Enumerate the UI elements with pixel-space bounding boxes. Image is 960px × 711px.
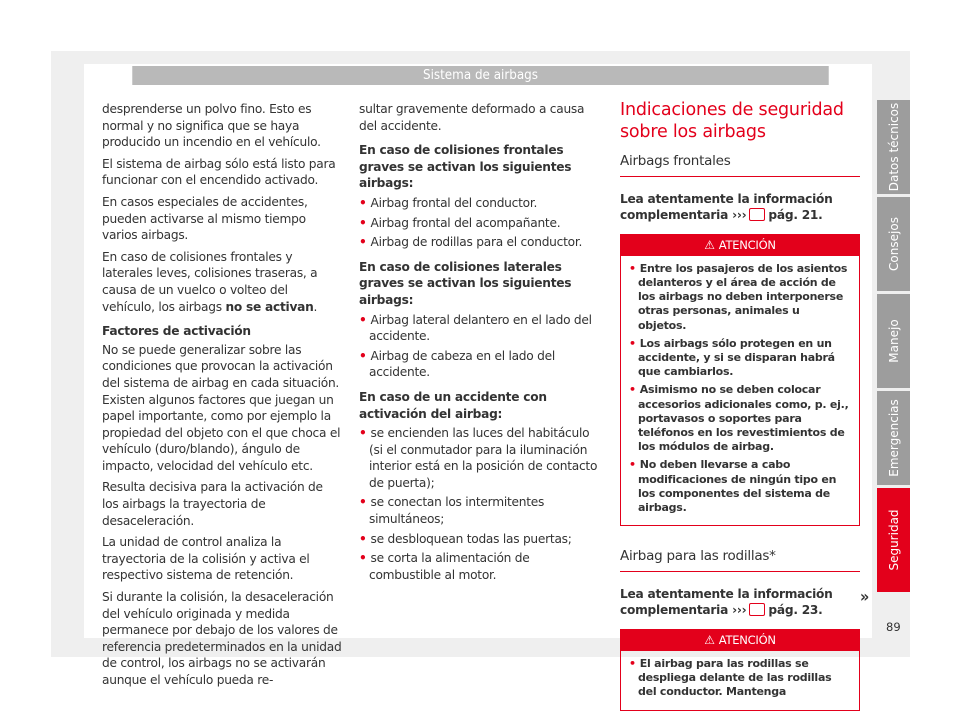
warning-box [620, 629, 860, 711]
tab-datos-tecnicos[interactable] [877, 100, 910, 194]
tab-label: Emergencias [886, 399, 901, 477]
paragraph: El sistema de airbag sólo está listo para funcionar con el encendido activado. [102, 156, 336, 188]
tab-label: Seguridad [886, 509, 901, 571]
section-header: Sistema de airbags [132, 66, 828, 85]
paragraph: En casos especiales de accidentes, pueden activarse al mismo tiempo varios airbags. [102, 194, 308, 243]
warning-item: • No deben llevarse a cabo modificaciones de ningún tipo en los componentes del sistema de airbags. [629, 458, 851, 515]
subheading: En caso de colisiones frontales graves se activan los siguientes airbags: [359, 143, 572, 191]
warning-header [621, 630, 859, 651]
paragraph: No se puede generalizar sobre las condiciones que provocan la activación del sistema de airbag en cada situación. Existen algunos factores que juegan un papel importante, como por ejemplo la propiedad del objeto con el que choca el vehículo (duro/blando), ángulo de impacto, velocidad del vehículo etc. [102, 342, 341, 473]
paragraph: Si durante la colisión, la desaceleración del vehículo originada y medida permanece por debajo de los valores de referencia predeterminados en la unidad de control, los airbags no se activarán aunque el vehículo pueda re- [102, 590, 342, 687]
warning-triangle-icon: ⚠ [704, 633, 715, 648]
list-item: • Airbag de rodillas para el conductor. [359, 234, 599, 251]
warning-item: • El airbag para las rodillas se despliega delante de las rodillas del conductor. Mantenga [629, 657, 851, 700]
text: Lea atentamente la información complementaria [620, 586, 833, 618]
list-item: • se encienden las luces del habitáculo (si el conmutador para la iluminación interior está en la posición de contacto de puerta); [359, 425, 599, 491]
list-item: • Airbag frontal del conductor. [359, 195, 599, 212]
text: En caso de colisiones frontales y laterales leves, colisiones traseras, a causa de un vuelco o volteo del vehículo, los airbags [102, 249, 318, 314]
list-item: • Airbag frontal del acompañante. [359, 215, 599, 232]
warning-label: ATENCIÓN [718, 237, 776, 252]
warning-item: • Entre los pasajeros de los asientos delanteros y el área de acción de los airbags no deben interponerse otras personas, animales u objetos. [629, 262, 851, 333]
tab-label: Manejo [886, 319, 901, 363]
arrow-icon: ››› [732, 208, 747, 223]
bold-text: no se activan [225, 299, 314, 314]
warning-box [620, 234, 860, 526]
tab-manejo[interactable] [877, 294, 910, 388]
text: Lea atentamente la información complementaria [620, 191, 833, 223]
subsection-title: Airbag para las rodillas* [620, 548, 860, 572]
reference-text [620, 191, 860, 224]
tab-label: Datos técnicos [886, 102, 901, 192]
list-item: • se corta la alimentación de combustible al motor. [359, 550, 599, 583]
paragraph: La unidad de control analiza la trayectoria de la colisión y activa el respectivo sistema de retención. [102, 535, 310, 583]
list-item: • se desbloquean todas las puertas; [359, 531, 599, 548]
warning-item: • Los airbags sólo protegen en un accidente, y si se disparan habrá que cambiarlos. [629, 337, 851, 380]
book-icon [749, 208, 765, 221]
list-item: • Airbag de cabeza en el lado del accidente. [359, 348, 599, 381]
warning-header [621, 235, 859, 256]
paragraph [102, 249, 342, 315]
section-title: Indicaciones de seguridad sobre los airbags [620, 100, 844, 142]
subheading: En caso de colisiones laterales graves se activan los siguientes airbags: [359, 259, 572, 307]
warning-item: • Asimismo no se deben colocar accesorios adicionales como, p. ej., portavasos o soportes para teléfonos en los revestimientos de los módulos de airbag. [629, 383, 851, 454]
page-link[interactable]: pág. 21. [768, 208, 823, 223]
warning-label: ATENCIÓN [718, 633, 776, 648]
subheading: En caso de un accidente con activación del airbag: [359, 389, 547, 421]
paragraph: Resulta decisiva para la activación de los airbags la trayectoria de desaceleración. [102, 480, 323, 528]
warning-body [621, 651, 859, 710]
tab-consejos[interactable] [877, 197, 910, 291]
tab-emergencias[interactable] [877, 391, 910, 485]
list-item: • se conectan los intermitentes simultáneos; [359, 494, 599, 527]
text: . [313, 299, 318, 314]
reference-text [620, 586, 860, 619]
tab-seguridad[interactable] [877, 488, 910, 592]
book-icon [749, 603, 765, 616]
list-item: • Airbag lateral delantero en el lado del accidente. [359, 312, 599, 345]
column-2 [359, 101, 599, 586]
column-3 [620, 101, 860, 711]
tab-label: Consejos [886, 217, 901, 271]
paragraph: sultar gravemente deformado a causa del accidente. [359, 102, 585, 133]
warning-triangle-icon: ⚠ [704, 237, 715, 252]
page-link[interactable]: pág. 23. [768, 603, 823, 618]
warning-body [621, 256, 859, 525]
subsection-title: Airbags frontales [620, 153, 860, 177]
subheading: Factores de activación [102, 324, 251, 339]
column-1 [102, 101, 342, 694]
arrow-icon: ››› [732, 603, 747, 618]
continue-icon: » [860, 587, 870, 606]
paragraph: desprenderse un polvo fino. Esto es normal y no significa que se haya producido un incendio en el vehículo. [102, 102, 321, 150]
page-number: 89 [886, 620, 901, 634]
